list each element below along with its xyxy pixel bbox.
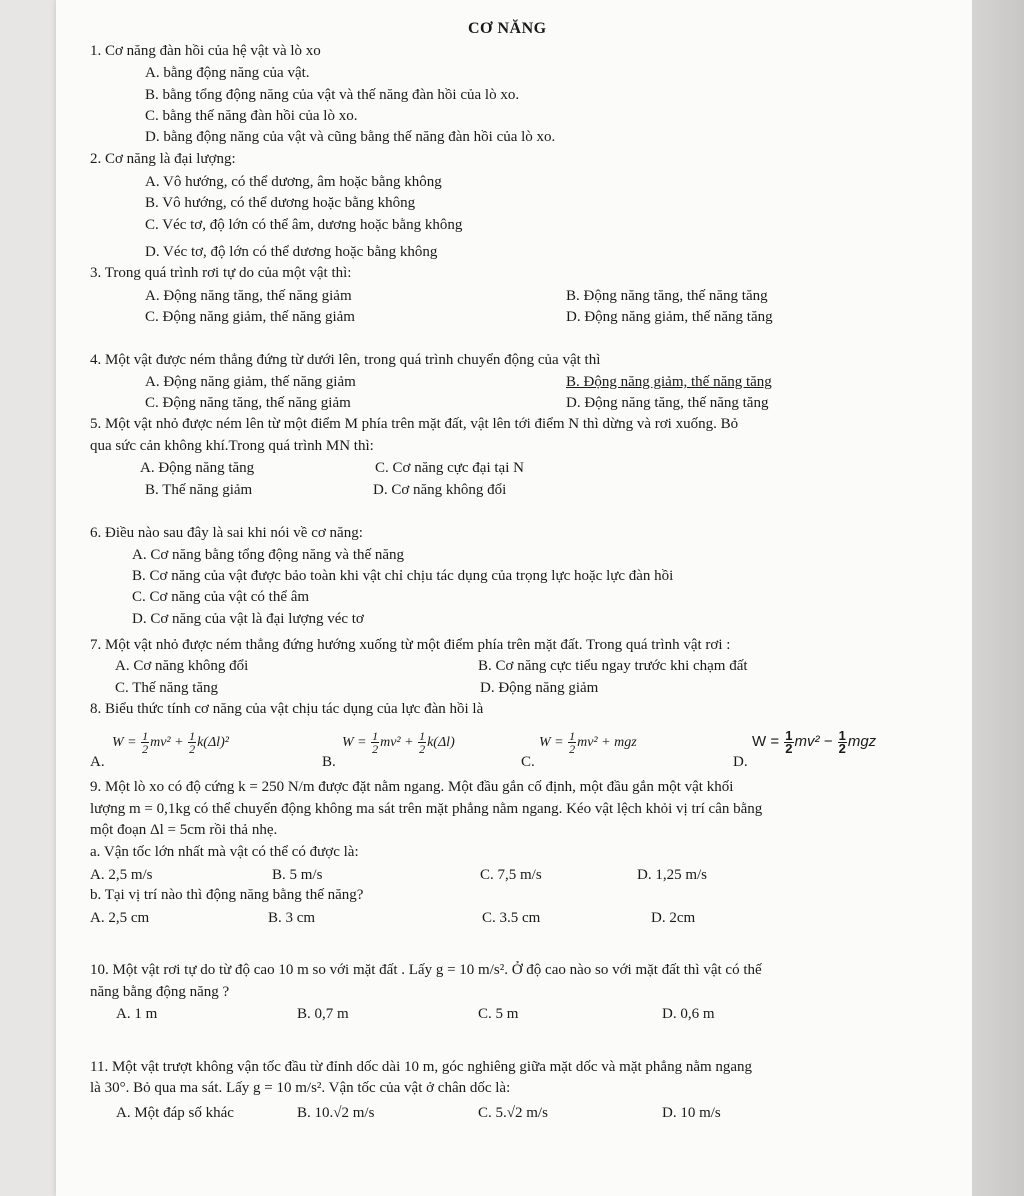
question-6-stem: 6. Điều nào sau đây là sai khi nói về cơ năng: (90, 525, 363, 541)
question-1-option-d: D. bằng động năng của vật và cũng bằng thế năng đàn hồi của lò xo. (145, 129, 556, 145)
question-6-option-c: C. Cơ năng của vật có thể âm (132, 589, 310, 605)
question-5-option-c: C. Cơ năng cực đại tại N (375, 460, 524, 476)
question-4-option-a: A. Động năng giảm, thế năng giảm (145, 374, 356, 390)
question-11-stem-line-1: 11. Một vật trượt không vận tốc đầu từ đỉnh dốc dài 10 m, góc nghiêng giữa mặt dốc và mặt phẳng nằm ngang (90, 1059, 753, 1075)
question-10-option-a: A. 1 m (116, 1006, 158, 1022)
question-2-stem: 2. Cơ năng là đại lượng: (90, 151, 236, 167)
question-4-option-b: B. Động năng giảm, thế năng tăng (566, 374, 772, 390)
formula-w: W = (539, 735, 564, 750)
question-3-option-d: D. Động năng giảm, thế năng tăng (566, 309, 773, 325)
fraction-half: $\frac{1}{2}$ (189, 729, 196, 757)
formula-mv2: mv² (380, 735, 401, 750)
question-9a-option-b: B. 5 m/s (272, 867, 323, 883)
question-8-formula-a (112, 728, 229, 758)
question-9b-option-b: B. 3 cm (268, 910, 316, 926)
formula-plus: + (174, 735, 184, 750)
formula-w: W = (752, 733, 780, 750)
formula-mv2-minus: mv² − (794, 733, 833, 750)
question-11-stem-line-2: là 30°. Bỏ qua ma sát. Lấy g = 10 m/s². Vận tốc của vật ở chân dốc là: (90, 1080, 511, 1096)
formula-mgz: mgz (847, 733, 877, 750)
question-6-option-a: A. Cơ năng bằng tổng động năng và thế năng (132, 547, 405, 563)
question-9a-stem: a. Vận tốc lớn nhất mà vật có thể có được là: (90, 844, 359, 860)
question-2-option-d: D. Véc tơ, độ lớn có thể dương hoặc bằng không (145, 244, 438, 260)
question-9b-option-d: D. 2cm (651, 910, 696, 926)
question-8-formula-d (752, 727, 876, 757)
question-1-option-b: B. bằng tổng động năng của vật và thế năng đàn hồi của lò xo. (145, 87, 520, 103)
fraction-half: $\frac{1}{2}$ (569, 729, 576, 757)
fraction-half: $\frac{1}{2}$ (142, 729, 149, 757)
fraction-half: $\frac{1}{2}$ (838, 727, 846, 756)
question-9b-stem: b. Tại vị trí nào thì động năng bằng thế năng? (90, 887, 364, 903)
fraction-half: $\frac{1}{2}$ (785, 727, 793, 756)
question-11-option-b: B. 10.√2 m/s (297, 1105, 375, 1121)
question-9a-option-c: C. 7,5 m/s (480, 867, 542, 883)
formula-mv2: mv² (150, 735, 171, 750)
question-11-option-a: A. Một đáp số khác (116, 1105, 234, 1121)
question-8-formula-b (342, 728, 455, 758)
question-5-stem-line-1: 5. Một vật nhỏ được ném lên từ một điểm M phía trên mặt đất, vật lên tới điểm N thì dừng và rơi xuống. Bỏ (90, 416, 739, 432)
question-8-stem: 8. Biểu thức tính cơ năng của vật chịu tác dụng của lực đàn hồi là (90, 701, 484, 717)
question-10-option-c: C. 5 m (478, 1006, 519, 1022)
question-7-option-c: C. Thế năng tăng (115, 680, 219, 696)
question-3-option-b: B. Động năng tăng, thế năng tăng (566, 288, 768, 304)
question-2-option-a: A. Vô hướng, có thể dương, âm hoặc bằng không (145, 174, 442, 190)
question-11-option-c: C. 5.√2 m/s (478, 1105, 548, 1121)
formula-mv2: mv² (577, 735, 598, 750)
question-7-option-d: D. Động năng giảm (480, 680, 599, 696)
question-3-option-a: A. Động năng tăng, thế năng giảm (145, 288, 352, 304)
question-8-option-b-label: B. (322, 754, 336, 770)
question-10-stem-line-2: năng bằng động năng ? (90, 984, 230, 1000)
question-1-option-c: C. bằng thế năng đàn hồi của lò xo. (145, 108, 358, 124)
page-title: CƠ NĂNG (468, 20, 547, 37)
question-5-option-b: B. Thế năng giảm (145, 482, 253, 498)
question-6-option-d: D. Cơ năng của vật là đại lượng véc tơ (132, 611, 364, 627)
question-7-option-a: A. Cơ năng không đổi (115, 658, 249, 674)
question-1-stem: 1. Cơ năng đàn hồi của hệ vật và lò xo (90, 43, 321, 59)
question-10-option-d: D. 0,6 m (662, 1006, 715, 1022)
question-9b-option-a: A. 2,5 cm (90, 910, 150, 926)
question-4-option-d: D. Động năng tăng, thế năng tăng (566, 395, 769, 411)
page-edge-shadow (972, 0, 1024, 1196)
question-9-stem-line-1: 9. Một lò xo có độ cứng k = 250 N/m được đặt nằm ngang. Một đầu gắn cố định, một đầu gắn một vật khối (90, 779, 734, 795)
formula-k-dl: k(Δl) (427, 735, 455, 750)
question-8-option-a-label: A. (90, 754, 105, 770)
question-6-option-b: B. Cơ năng của vật được bảo toàn khi vật chỉ chịu tác dụng của trọng lực hoặc lực đàn hồi (132, 568, 674, 584)
fraction-half: $\frac{1}{2}$ (419, 729, 426, 757)
question-3-option-c: C. Động năng giảm, thế năng giảm (145, 309, 355, 325)
question-8-option-d-label: D. (733, 754, 748, 770)
fraction-half: $\frac{1}{2}$ (372, 729, 379, 757)
question-10-stem-line-1: 10. Một vật rơi tự do từ độ cao 10 m so với mặt đất . Lấy g = 10 m/s². Ở độ cao nào so với mặt đất thì vật có thế (90, 962, 762, 978)
formula-k-dl2: k(Δl)² (197, 735, 229, 750)
question-8-option-c-label: C. (521, 754, 535, 770)
formula-mgz: + mgz (601, 735, 637, 750)
question-7-stem: 7. Một vật nhỏ được ném thẳng đứng hướng xuống từ một điểm phía trên mặt đất. Trong quá trình vật rơi : (90, 637, 731, 653)
question-2-option-c: C. Véc tơ, độ lớn có thể âm, dương hoặc bằng không (145, 217, 463, 233)
formula-plus: + (404, 735, 414, 750)
question-2-option-b: B. Vô hướng, có thể dương hoặc bằng không (145, 195, 416, 211)
question-4-option-c: C. Động năng tăng, thế năng giảm (145, 395, 351, 411)
question-5-stem-line-2: qua sức cản không khí.Trong quá trình MN thì: (90, 438, 374, 454)
question-9-stem-line-2: lượng m = 0,1kg có thể chuyển động không ma sát trên mặt phẳng nằm ngang. Kéo vật lệch khỏi vị trí cân bằng (90, 801, 763, 817)
formula-w: W = (342, 735, 367, 750)
question-7-option-b: B. Cơ năng cực tiểu ngay trước khi chạm đất (478, 658, 748, 674)
question-9a-option-d: D. 1,25 m/s (637, 867, 708, 883)
question-9a-option-a: A. 2,5 m/s (90, 867, 153, 883)
question-1-option-a: A. bằng động năng của vật. (145, 65, 310, 81)
question-10-option-b: B. 0,7 m (297, 1006, 349, 1022)
question-8-formula-c (539, 728, 637, 758)
question-11-option-d: D. 10 m/s (662, 1105, 721, 1121)
question-5-option-a: A. Động năng tăng (140, 460, 255, 476)
question-4-stem: 4. Một vật được ném thẳng đứng từ dưới lên, trong quá trình chuyển động của vật thì (90, 352, 601, 368)
question-9-stem-line-3: một đoạn Δl = 5cm rồi thả nhẹ. (90, 822, 278, 838)
question-9b-option-c: C. 3.5 cm (482, 910, 541, 926)
question-5-option-d: D. Cơ năng không đổi (373, 482, 507, 498)
formula-w: W = (112, 735, 137, 750)
question-3-stem: 3. Trong quá trình rơi tự do của một vật thì: (90, 265, 352, 281)
